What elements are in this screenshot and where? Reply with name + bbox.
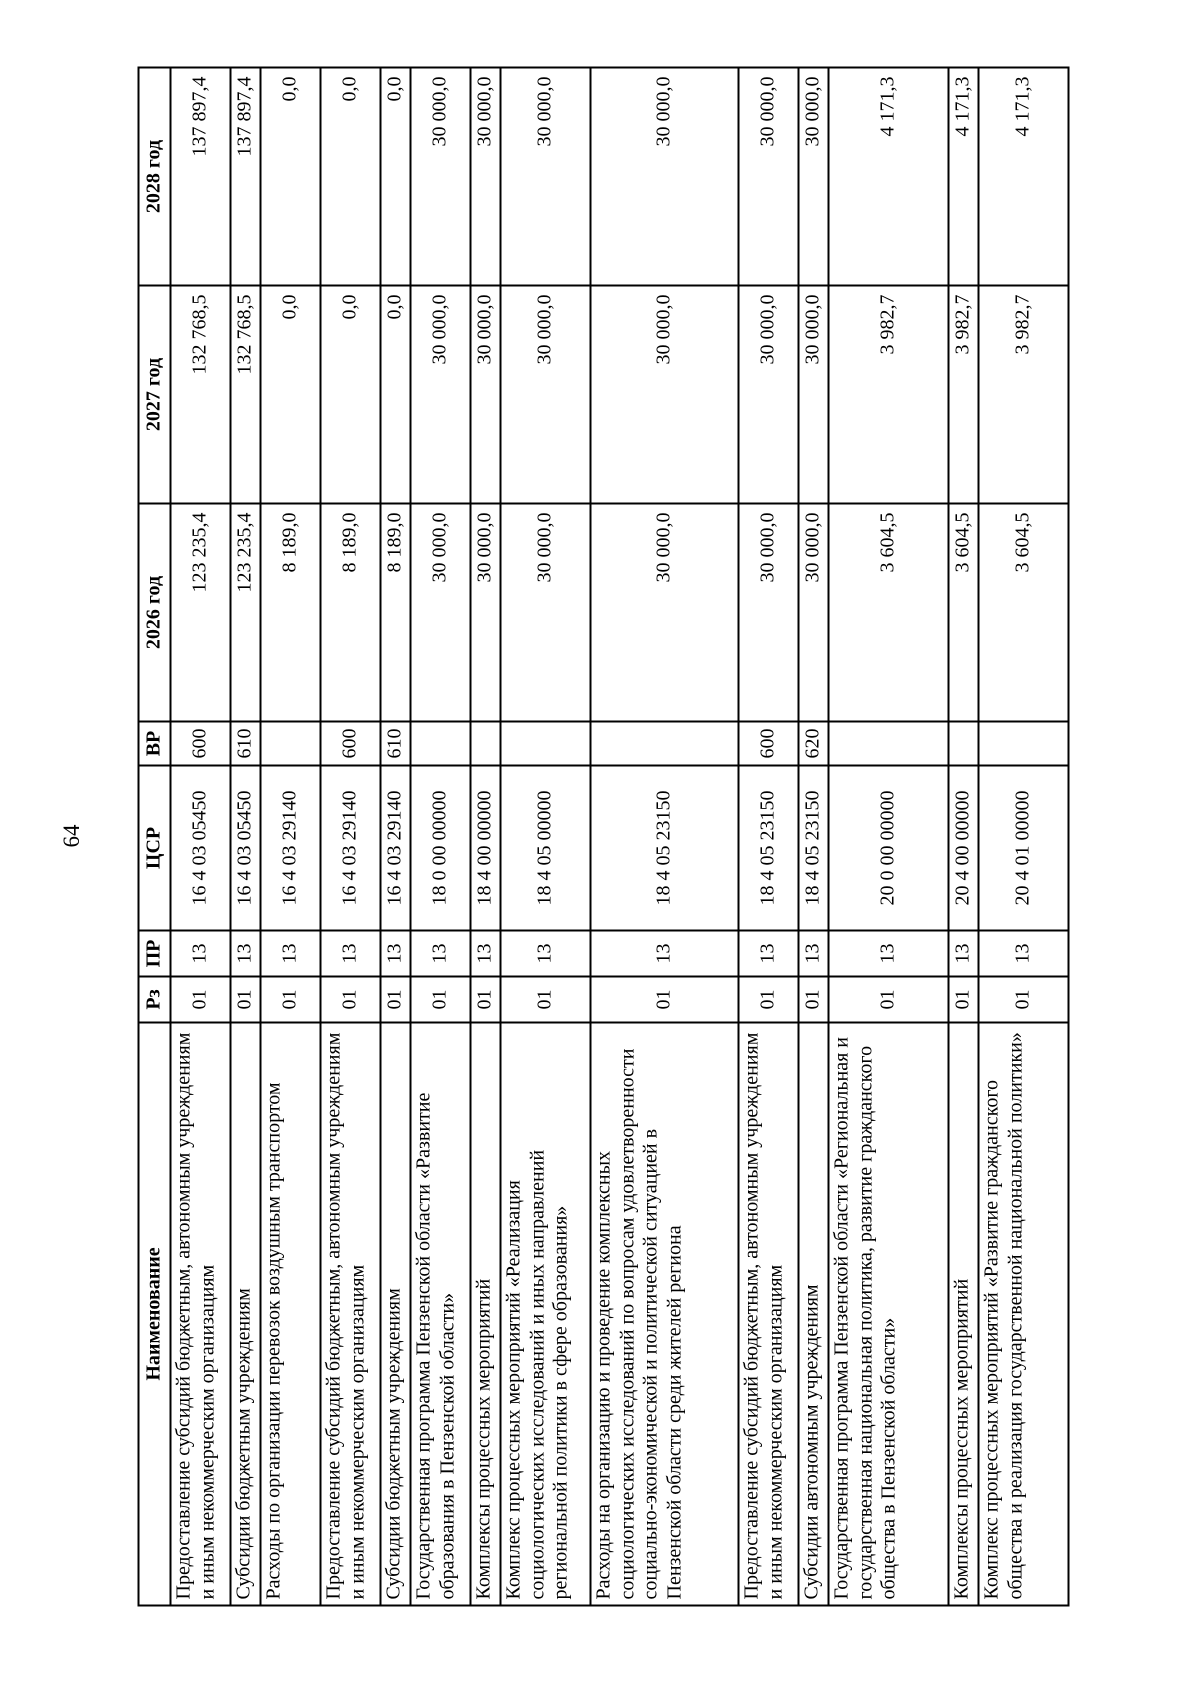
cell-2026: 123 235,4	[231, 504, 261, 722]
cell-csr: 16 4 03 05450	[171, 766, 231, 931]
cell-pr: 13	[321, 931, 381, 977]
cell-2027: 3 982,7	[829, 286, 949, 504]
cell-2026: 30 000,0	[739, 504, 799, 722]
cell-2026: 30 000,0	[591, 504, 739, 722]
cell-pr: 13	[231, 931, 261, 977]
cell-csr: 16 4 03 29140	[261, 766, 321, 931]
cell-2026: 30 000,0	[799, 504, 829, 722]
cell-vr: 610	[381, 722, 411, 766]
cell-vr	[829, 722, 949, 766]
cell-2026: 30 000,0	[501, 504, 591, 722]
cell-vr	[411, 722, 471, 766]
cell-csr: 20 4 00 00000	[949, 766, 979, 931]
cell-2028: 30 000,0	[799, 68, 829, 286]
table-row	[321, 68, 381, 1606]
cell-2027: 3 982,7	[979, 286, 1069, 504]
cell-rz: 01	[261, 977, 321, 1023]
cell-rz: 01	[231, 977, 261, 1023]
cell-2027: 3 982,7	[949, 286, 979, 504]
cell-2027: 30 000,0	[591, 286, 739, 504]
cell-vr	[979, 722, 1069, 766]
cell-csr: 18 4 05 00000	[501, 766, 591, 931]
cell-pr: 13	[829, 931, 949, 977]
cell-2026: 3 604,5	[829, 504, 949, 722]
cell-pr: 13	[471, 931, 501, 977]
budget-table	[138, 67, 1070, 1607]
cell-name: Комплексы процессных мероприятий	[471, 1023, 501, 1606]
table-row	[231, 68, 261, 1606]
cell-csr: 20 4 01 00000	[979, 766, 1069, 931]
cell-csr: 16 4 03 29140	[321, 766, 381, 931]
table-row	[799, 68, 829, 1606]
cell-csr: 18 4 05 23150	[799, 766, 829, 931]
header-rz: Рз	[139, 977, 171, 1023]
cell-2028: 0,0	[321, 68, 381, 286]
cell-2028: 4 171,3	[829, 68, 949, 286]
header-name: Наименование	[139, 1023, 171, 1606]
cell-name: Расходы по организации перевозок воздушным транспортом	[261, 1023, 321, 1606]
cell-csr: 18 4 05 23150	[739, 766, 799, 931]
cell-2027: 30 000,0	[411, 286, 471, 504]
cell-rz: 01	[381, 977, 411, 1023]
cell-2027: 30 000,0	[501, 286, 591, 504]
table-row	[171, 68, 231, 1606]
cell-rz: 01	[979, 977, 1069, 1023]
cell-name: Комплекс процессных мероприятий «Реализация социологических исследований и иных направлений региональной политики в сфере образования»	[501, 1023, 591, 1606]
cell-vr: 610	[231, 722, 261, 766]
cell-pr: 13	[979, 931, 1069, 977]
cell-2027: 30 000,0	[739, 286, 799, 504]
cell-2026: 3 604,5	[949, 504, 979, 722]
page-number: 64	[59, 824, 84, 848]
table-row	[261, 68, 321, 1606]
cell-csr: 16 4 03 29140	[381, 766, 411, 931]
cell-vr	[949, 722, 979, 766]
cell-2028: 30 000,0	[739, 68, 799, 286]
cell-vr: 600	[739, 722, 799, 766]
table-row	[381, 68, 411, 1606]
cell-vr	[471, 722, 501, 766]
cell-rz: 01	[949, 977, 979, 1023]
cell-name: Субсидии бюджетным учреждениям	[381, 1023, 411, 1606]
cell-vr: 600	[321, 722, 381, 766]
cell-2028: 30 000,0	[411, 68, 471, 286]
table-header-row	[139, 68, 171, 1606]
cell-pr: 13	[381, 931, 411, 977]
cell-vr: 620	[799, 722, 829, 766]
cell-2028: 4 171,3	[979, 68, 1069, 286]
cell-2026: 3 604,5	[979, 504, 1069, 722]
cell-rz: 01	[171, 977, 231, 1023]
cell-2026: 123 235,4	[171, 504, 231, 722]
cell-csr: 18 4 00 00000	[471, 766, 501, 931]
header-2028: 2028 год	[139, 68, 171, 286]
table-row	[829, 68, 949, 1606]
cell-2028: 137 897,4	[231, 68, 261, 286]
cell-name: Предоставление субсидий бюджетным, автономным учреждениям и иным некоммерческим организациям	[171, 1023, 231, 1606]
cell-vr: 600	[171, 722, 231, 766]
cell-2026: 30 000,0	[471, 504, 501, 722]
cell-csr: 20 0 00 00000	[829, 766, 949, 931]
cell-rz: 01	[471, 977, 501, 1023]
table-row	[949, 68, 979, 1606]
cell-csr: 18 4 05 23150	[591, 766, 739, 931]
cell-vr	[501, 722, 591, 766]
cell-rz: 01	[321, 977, 381, 1023]
cell-name: Предоставление субсидий бюджетным, автономным учреждениям и иным некоммерческим организациям	[321, 1023, 381, 1606]
cell-2026: 8 189,0	[381, 504, 411, 722]
cell-rz: 01	[739, 977, 799, 1023]
budget-table-container	[138, 67, 1034, 1607]
cell-name: Субсидии автономным учреждениям	[799, 1023, 829, 1606]
cell-rz: 01	[829, 977, 949, 1023]
cell-name: Предоставление субсидий бюджетным, автономным учреждениям и иным некоммерческим организациям	[739, 1023, 799, 1606]
header-2027: 2027 год	[139, 286, 171, 504]
header-csr: ЦСР	[139, 766, 171, 931]
cell-vr	[261, 722, 321, 766]
cell-vr	[591, 722, 739, 766]
cell-2027: 132 768,5	[171, 286, 231, 504]
cell-2027: 0,0	[381, 286, 411, 504]
table-row	[591, 68, 739, 1606]
cell-csr: 18 0 00 00000	[411, 766, 471, 931]
cell-2028: 30 000,0	[591, 68, 739, 286]
table-row	[411, 68, 471, 1606]
cell-2026: 8 189,0	[321, 504, 381, 722]
header-2026: 2026 год	[139, 504, 171, 722]
cell-2027: 30 000,0	[799, 286, 829, 504]
cell-2026: 30 000,0	[411, 504, 471, 722]
cell-2028: 137 897,4	[171, 68, 231, 286]
cell-2028: 30 000,0	[501, 68, 591, 286]
cell-2026: 8 189,0	[261, 504, 321, 722]
cell-pr: 13	[411, 931, 471, 977]
cell-2028: 30 000,0	[471, 68, 501, 286]
cell-name: Субсидии бюджетным учреждениям	[231, 1023, 261, 1606]
cell-name: Государственная программа Пензенской области «Развитие образования в Пензенской области»	[411, 1023, 471, 1606]
cell-rz: 01	[501, 977, 591, 1023]
cell-pr: 13	[949, 931, 979, 977]
cell-name: Комплекс процессных мероприятий «Развитие гражданского общества и реализация государственной национальной политики»	[979, 1023, 1069, 1606]
cell-2027: 132 768,5	[231, 286, 261, 504]
cell-2027: 30 000,0	[471, 286, 501, 504]
cell-name: Государственная программа Пензенской области «Региональная и государственная национальная политика, развитие гражданского общества в Пензенской области»	[829, 1023, 949, 1606]
cell-2027: 0,0	[321, 286, 381, 504]
table-row	[979, 68, 1069, 1606]
header-pr: ПР	[139, 931, 171, 977]
cell-pr: 13	[591, 931, 739, 977]
cell-rz: 01	[411, 977, 471, 1023]
cell-rz: 01	[591, 977, 739, 1023]
cell-2027: 0,0	[261, 286, 321, 504]
cell-pr: 13	[261, 931, 321, 977]
cell-2028: 0,0	[261, 68, 321, 286]
cell-name: Расходы на организацию и проведение комплексных социологических исследований по вопросам удовлетворенности социально-экономической и политической ситуацией в Пензенской области среди жителей региона	[591, 1023, 739, 1606]
header-vr: ВР	[139, 722, 171, 766]
cell-rz: 01	[799, 977, 829, 1023]
cell-pr: 13	[739, 931, 799, 977]
cell-pr: 13	[799, 931, 829, 977]
cell-csr: 16 4 03 05450	[231, 766, 261, 931]
table-row	[739, 68, 799, 1606]
table-row	[501, 68, 591, 1606]
cell-pr: 13	[501, 931, 591, 977]
table-row	[471, 68, 501, 1606]
cell-name: Комплексы процессных мероприятий	[949, 1023, 979, 1606]
cell-2028: 0,0	[381, 68, 411, 286]
cell-pr: 13	[171, 931, 231, 977]
cell-2028: 4 171,3	[949, 68, 979, 286]
